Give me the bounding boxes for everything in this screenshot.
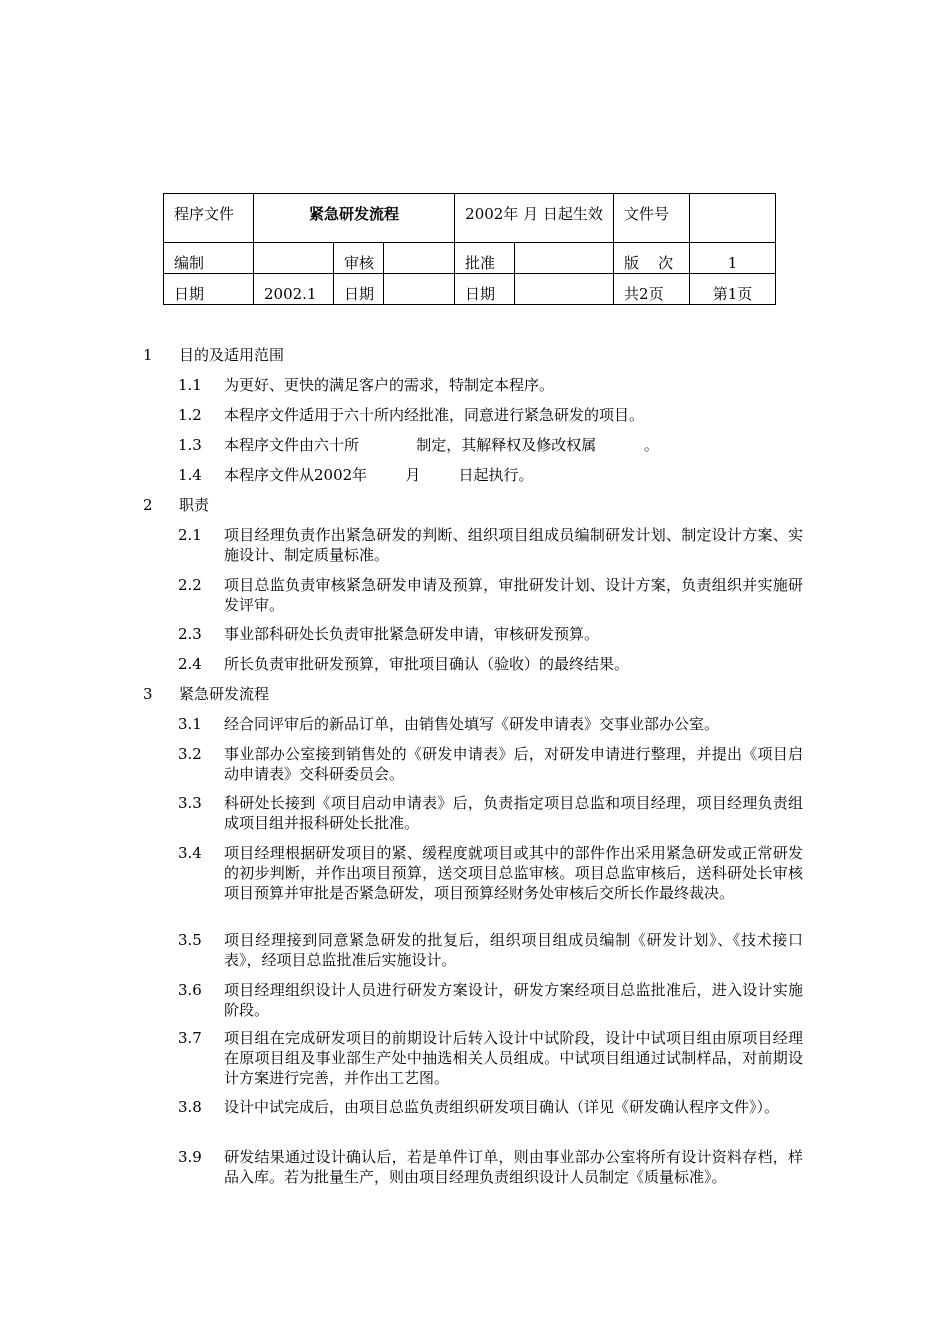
item-number: 2.4: [178, 655, 202, 673]
item-number: 3.6: [178, 981, 202, 999]
list-item: [178, 405, 803, 425]
section-number: 3: [143, 685, 153, 703]
item-number: 1.3: [178, 436, 202, 454]
item-text: 设计中试完成后，由项目总监负责组织研发项目确认（详见《研发确认程序文件》）。: [224, 1098, 780, 1116]
item-text: 研发结果通过设计确认后，若是单件订单，则由事业部办公室将所有设计资料存档，样品入库。若为批量生产，则由项目经理负责组织设计人员制定《质量标准》。: [224, 1148, 803, 1186]
item-text: 项目经理组织设计人员进行研发方案设计，研发方案经项目总监批准后，进入设计实施阶段。: [224, 981, 803, 1019]
doc-type-cell: 程序文件: [164, 194, 254, 243]
section-title: 紧急研发流程: [179, 685, 270, 703]
item-number: 1.2: [178, 406, 202, 424]
list-item: [178, 575, 803, 615]
doc-no-value: [690, 194, 776, 243]
date-label-approve: 日期: [455, 274, 515, 305]
section-number: 2: [143, 496, 153, 514]
list-item: [178, 435, 803, 455]
approve-value: [515, 243, 614, 274]
item-text: 项目经理负责作出紧急研发的判断、组织项目组成员编制研发计划、制定设计方案、实施设计、制定质量标准。: [224, 526, 803, 564]
item-number: 1.1: [178, 376, 202, 394]
item-number: 1.4: [178, 466, 202, 484]
item-number: 3.5: [178, 931, 202, 949]
list-item: [178, 525, 803, 565]
item-text: 所长负责审批研发预算，审批项目确认（验收）的最终结果。: [224, 655, 630, 673]
version-value: 1: [690, 243, 776, 274]
list-item: [178, 1097, 803, 1117]
version-label: 版 次: [614, 243, 690, 274]
date-label-compile: 日期: [164, 274, 254, 305]
list-item: [178, 654, 803, 674]
list-item: [178, 744, 803, 784]
review-date: [384, 274, 455, 305]
compile-label: 编制: [164, 243, 254, 274]
section-title: 职责: [179, 496, 210, 514]
list-item: [178, 843, 803, 903]
item-text: 项目总监负责审核紧急研发申请及预算，审批研发计划、设计方案，负责组织并实施研发评审。: [224, 576, 803, 614]
item-number: 3.1: [178, 715, 202, 733]
list-item: [178, 793, 803, 833]
item-number: 2.3: [178, 625, 202, 643]
item-text: 为更好、更快的满足客户的需求，特制定本程序。: [224, 376, 555, 394]
doc-title: 紧急研发流程: [254, 194, 455, 243]
item-text: 项目经理接到同意紧急研发的批复后，组织项目组成员编制《研发计划》、《技术接口表》，经项目总监批准后实施设计。: [224, 931, 803, 969]
section-number: 1: [143, 346, 153, 364]
list-item: [178, 624, 803, 644]
date-label-review: 日期: [334, 274, 384, 305]
item-number: 3.3: [178, 794, 202, 812]
list-item: [178, 980, 803, 1020]
item-text: 项目经理根据研发项目的紧、缓程度就项目或其中的部件作出采用紧急研发或正常研发的初步判断，并作出项目预算，送交项目总监审核。项目总监审核后，送科研处长审核项目预算并审批是否紧急研发，项目预算经财务处审核后交所长作最终裁决。: [224, 844, 803, 902]
list-item: [178, 930, 803, 970]
item-number: 2.1: [178, 526, 202, 544]
item-text: 项目组在完成研发项目的前期设计后转入设计中试阶段，设计中试项目组由原项目经理在原项目组及事业部生产处中抽选相关人员组成。中试项目组通过试制样品，对前期设计方案进行完善，并作出工艺图。: [224, 1029, 803, 1087]
item-text: 科研处长接到《项目启动申请表》后，负责指定项目总监和项目经理，项目经理负责组成项目组并报科研处长批准。: [224, 794, 803, 832]
item-number: 2.2: [178, 576, 202, 594]
list-item: [178, 1028, 803, 1088]
item-number: 3.2: [178, 745, 202, 763]
item-text: 经合同评审后的新品订单，由销售处填写《研发申请表》交事业部办公室。: [224, 715, 720, 733]
compile-date: 2002.1: [254, 274, 334, 305]
review-value: [384, 243, 455, 274]
total-pages: 共2页: [614, 274, 690, 305]
effective-date-cell: 2002年 月 日起生效: [455, 194, 614, 243]
item-text: 本程序文件适用于六十所内经批准，同意进行紧急研发的项目。: [224, 406, 645, 424]
list-item: [178, 375, 803, 395]
approve-date: [515, 274, 614, 305]
item-number: 3.4: [178, 844, 202, 862]
list-item: [178, 465, 803, 485]
doc-no-label: 文件号: [614, 194, 690, 243]
compile-value: [254, 243, 334, 274]
item-text: 事业部科研处长负责审批紧急研发申请，审核研发预算。: [224, 625, 600, 643]
approve-label: 批准: [455, 243, 515, 274]
item-number: 3.9: [178, 1148, 202, 1166]
item-text: 本程序文件从2002年 月 日起执行。: [224, 466, 534, 484]
list-item: [178, 714, 803, 734]
item-number: 3.7: [178, 1029, 202, 1047]
section-title: 目的及适用范围: [179, 346, 285, 364]
list-item: [178, 1147, 803, 1187]
page-number: 第1页: [690, 274, 776, 305]
item-number: 3.8: [178, 1098, 202, 1116]
review-label: 审核: [334, 243, 384, 274]
item-text: 事业部办公室接到销售处的《研发申请表》后，对研发申请进行整理，并提出《项目启动申请表》交科研委员会。: [224, 745, 803, 783]
document-header-table: [163, 193, 776, 305]
item-text: 本程序文件由六十所 制定，其解释权及修改权属 。: [224, 436, 659, 454]
